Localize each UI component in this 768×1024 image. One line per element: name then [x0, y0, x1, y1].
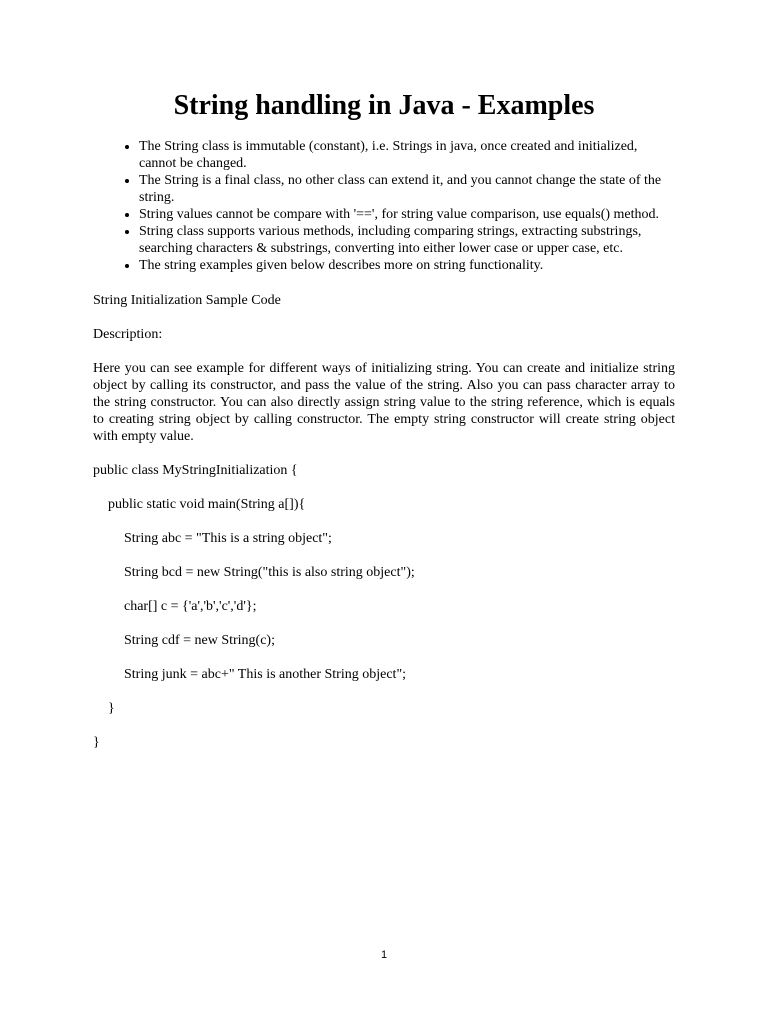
bullet-list — [93, 138, 675, 274]
description-label: Description: — [93, 327, 163, 342]
code-statement: String junk = abc+" This is another String object"; — [124, 667, 407, 682]
bullet-item: • The String is a final class, no other class can extend it, and you cannot change the state of the string. — [139, 172, 675, 206]
code-statement: String abc = "This is a string object"; — [124, 531, 332, 546]
description-text: Here you can see example for different ways of initializing string. You can create and initialize string object by calling its constructor, and pass the value of the string. Also you can pass character array to the string constructor. You can also directly assign string value to the string reference, which is equals to creating string object by calling constructor. The empty string constructor will create string object with empty value. — [93, 361, 675, 444]
document-title: String handling in Java - Examples — [173, 90, 595, 121]
code-main-declaration: public static void main(String a[]){ — [108, 497, 306, 512]
bullet-item: • String class supports various methods, including comparing strings, extracting substrings, searching characters & substrings, converting into either lower case or upper case, etc. — [139, 223, 675, 257]
page-number: 1 — [380, 949, 388, 961]
document-page — [93, 86, 675, 751]
bullet-item: • String values cannot be compare with '==', for string value comparison, use equals() method. — [139, 206, 675, 223]
code-class-declaration: public class MyStringInitialization { — [93, 463, 298, 478]
bullet-item: • The string examples given below describes more on string functionality. — [139, 257, 675, 274]
code-statement: char[] c = {'a','b','c','d'}; — [124, 599, 257, 614]
sample-code-heading: String Initialization Sample Code — [93, 293, 281, 308]
bullet-item: • The String class is immutable (constant), i.e. Strings in java, once created and initialized, cannot be changed. — [139, 138, 675, 172]
code-block — [93, 462, 675, 751]
code-class-close: } — [93, 735, 100, 750]
code-statement: String bcd = new String("this is also string object"); — [124, 565, 415, 580]
code-statement: String cdf = new String(c); — [124, 633, 275, 648]
code-main-close: } — [108, 701, 115, 716]
